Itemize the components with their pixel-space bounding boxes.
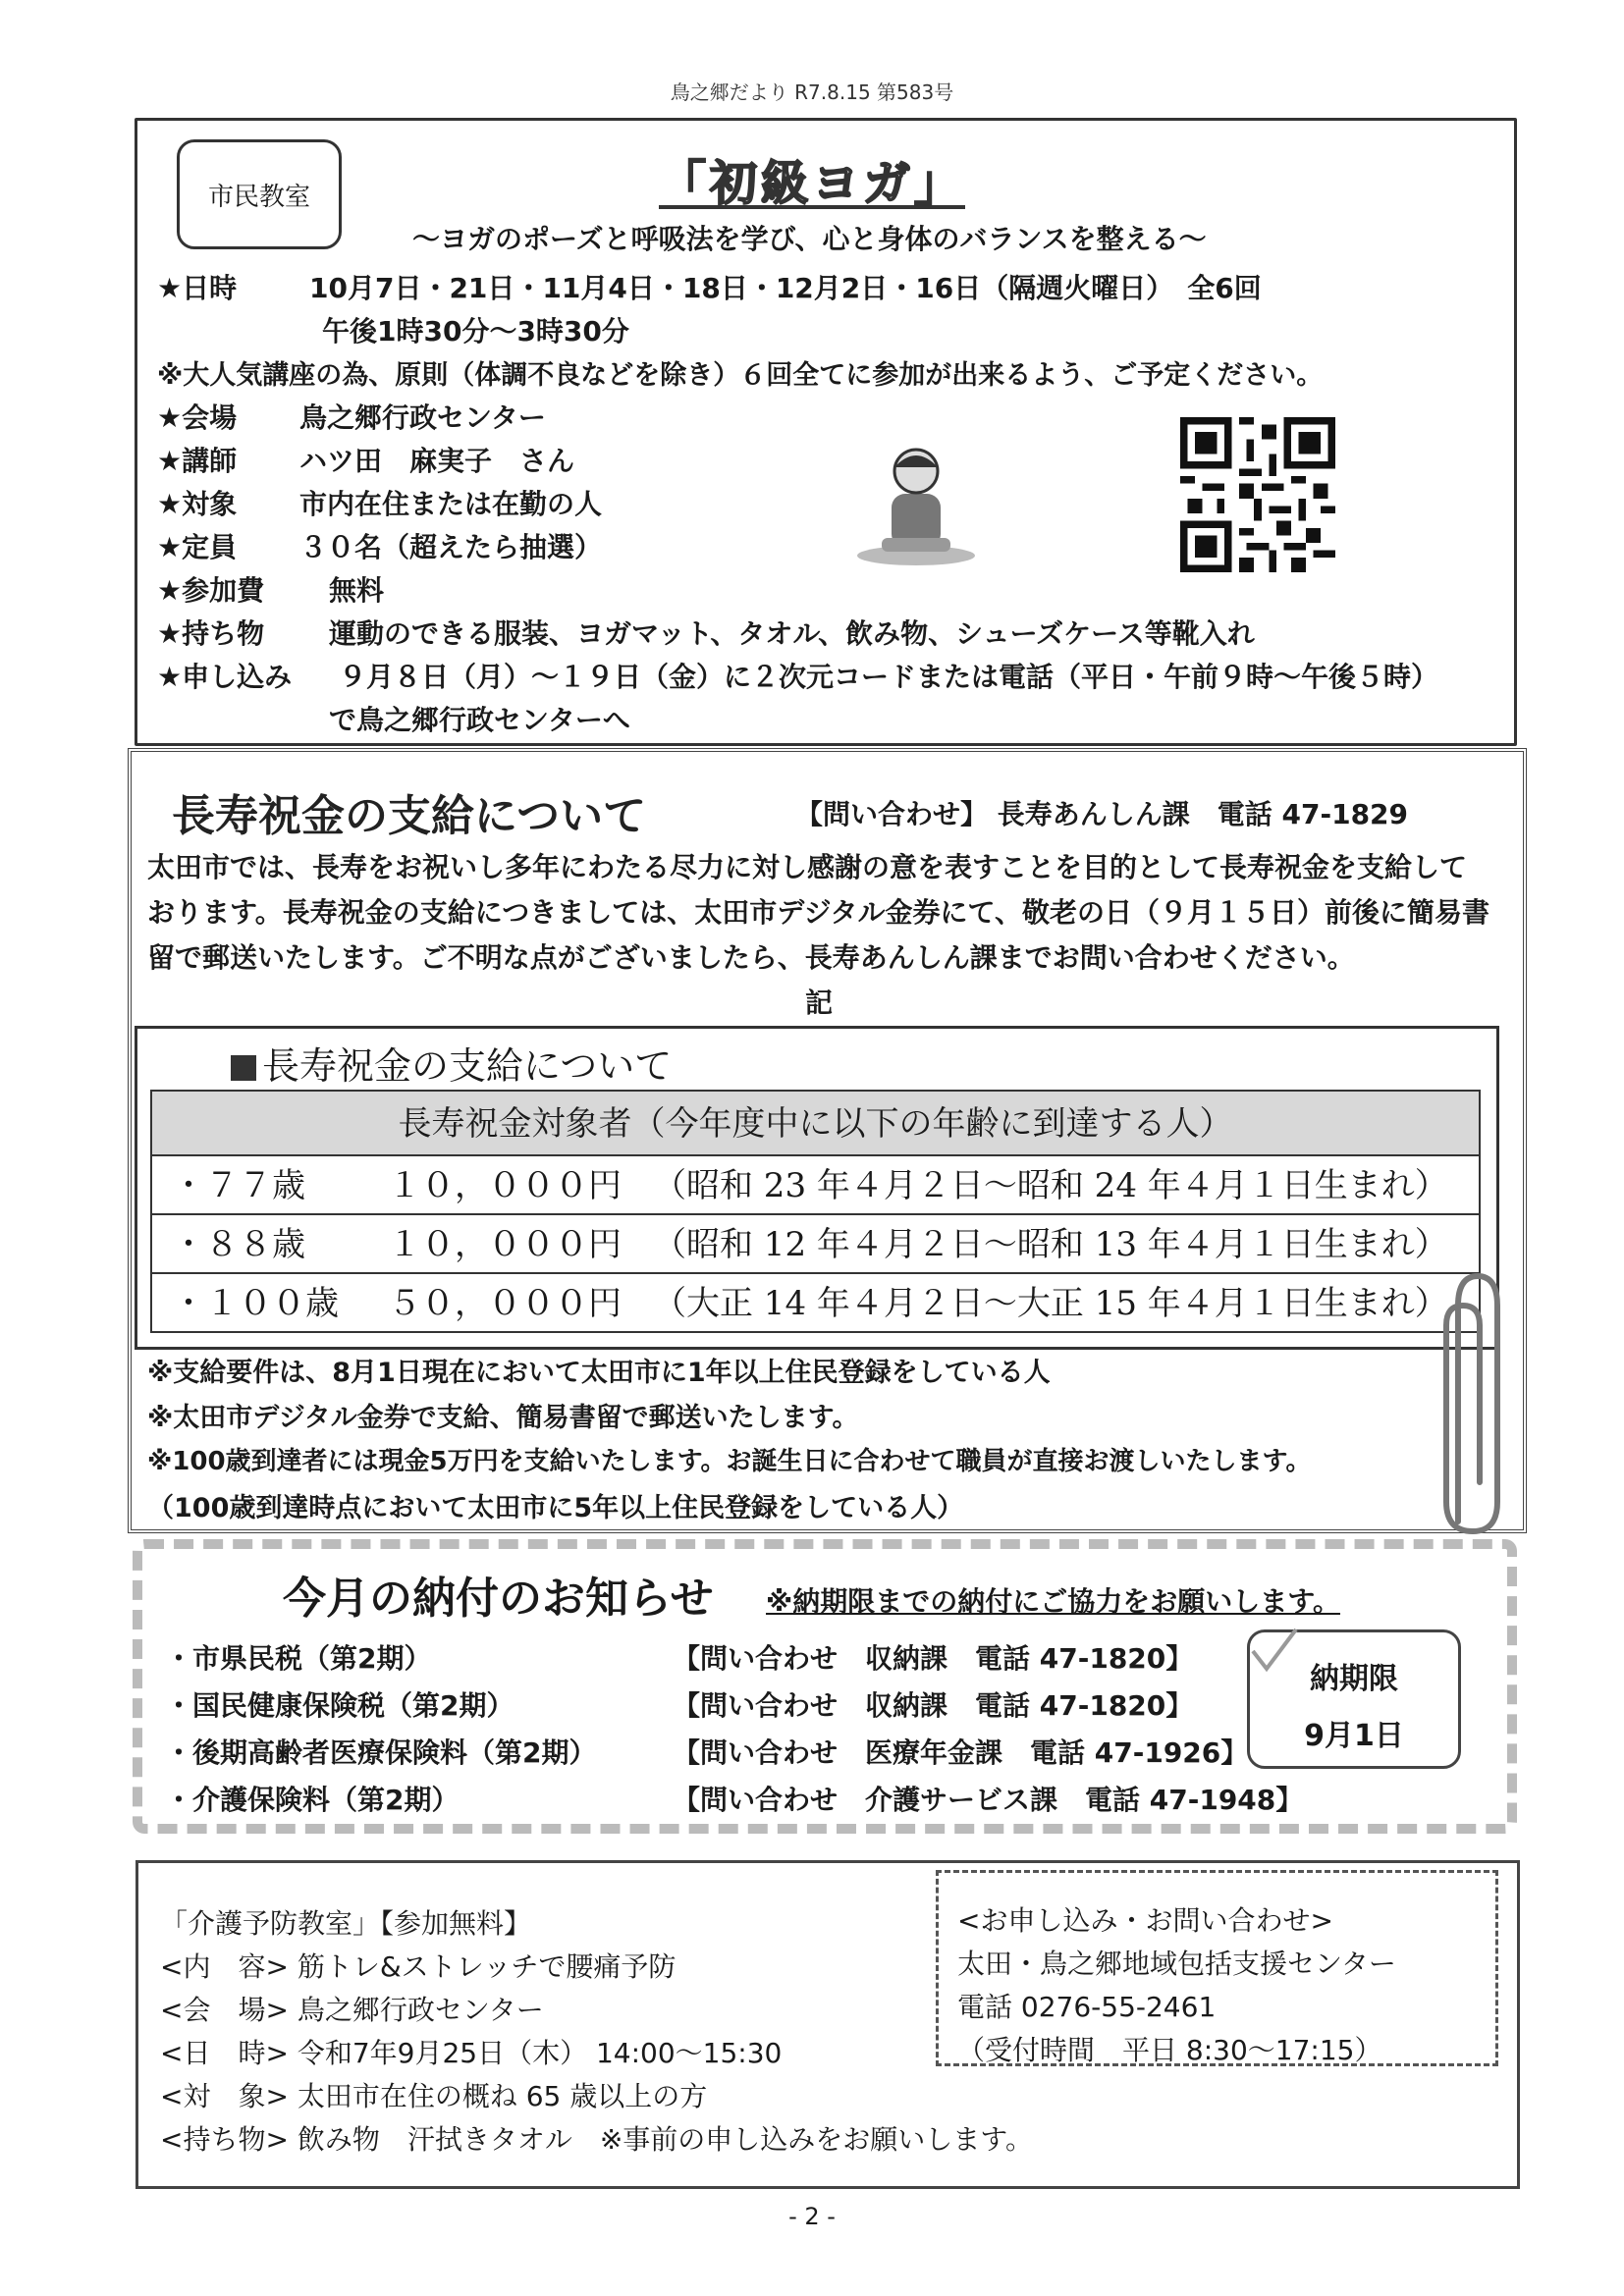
items-label: ★持ち物: [157, 617, 265, 650]
apply-label: ★申し込み: [157, 661, 293, 693]
apply-value: ９月８日（月）～１９日（金）に２次元コードまたは電話（平日・午前９時～午後５時）: [339, 661, 1439, 693]
attendance-note: ※大人気講座の為、原則（体調不良などを除き）６回全てに参加が出来るよう、ご予定ください。: [157, 360, 1324, 391]
class-tag: 市民教室: [177, 139, 342, 249]
longevity-body-2: おります。長寿祝金の支給につきましては、太田市デジタル金券にて、敬老の日（９月１５日）前後に簡易書: [147, 896, 1489, 929]
checkmark-icon: [1245, 1622, 1304, 1681]
care-line: <会 場> 鳥之郷行政センター: [160, 1994, 544, 2026]
venue-value: 鳥之郷行政センター: [299, 401, 546, 434]
venue-label: ★会場: [157, 401, 238, 434]
row-age: ・８８歳: [172, 1225, 305, 1264]
care-line: <対 象> 太田市在住の概ね 65 歳以上の方: [160, 2080, 708, 2112]
longevity-note-3: ※100歳到達者には現金5万円を支給いたします。お誕生日に合わせて職員が直接お渡しいたします。: [147, 1447, 1312, 1476]
yoga-person-icon: [852, 440, 980, 567]
row-age: ・７７歳: [172, 1166, 305, 1205]
payment-contact: 【問い合わせ 収納課 電話 47-1820】: [673, 1689, 1194, 1722]
fee-value: 無料: [329, 574, 385, 607]
longevity-body-3: 留で郵送いたします。ご不明な点がございましたら、長寿あんしん課までお問い合わせください。: [147, 941, 1355, 974]
care-line: <内 容> 筋トレ&ストレッチで腰痛予防: [160, 1950, 677, 1983]
newsletter-header: 鳥之郷だより R7.8.15 第583号: [670, 80, 954, 104]
target-value: 市内在住または在勤の人: [299, 488, 603, 520]
row-period: （昭和 23 年４月２日～昭和 24 年４月１日生まれ）: [653, 1166, 1448, 1205]
payment-title: 今月の納付のお知らせ: [283, 1574, 714, 1624]
row-amount: １０，０００円: [388, 1225, 622, 1264]
longevity-note-2: ※太田市デジタル金券で支給、簡易書留で郵送いたします。: [147, 1403, 859, 1433]
care-contact-line: （受付時間 平日 8:30～17:15）: [957, 2034, 1382, 2066]
row-amount: １０，０００円: [388, 1166, 622, 1205]
care-title: 「介護予防教室」【参加無料】: [160, 1907, 532, 1940]
care-contact-line: 太田・鳥之郷地域包括支援センター: [957, 1948, 1396, 1980]
care-line: <持ち物> 飲み物 汗拭きタオル ※事前の申し込みをお願いします。: [160, 2123, 1034, 2156]
payment-contact: 【問い合わせ 収納課 電話 47-1820】: [673, 1642, 1194, 1675]
paperclip-icon: [1429, 1266, 1507, 1541]
longevity-title: 長寿祝金の支給について: [172, 791, 647, 841]
longevity-note-4: （100歳到達時点において太田市に5年以上住民登録をしている人）: [147, 1493, 964, 1523]
care-contact-line: 電話 0276-55-2461: [957, 1991, 1217, 2023]
square-bullet-icon: [231, 1055, 256, 1081]
capacity-value: ３０名（超えたら抽選）: [299, 531, 603, 563]
care-line: <日 時> 令和7年9月25日（木） 14:00～15:30: [160, 2037, 783, 2069]
items-value: 運動のできる服装、ヨガマット、タオル、飲み物、シューズケース等靴入れ: [329, 617, 1255, 650]
instructor-label: ★講師: [157, 445, 238, 477]
row-period: （大正 14 年４月２日～大正 15 年４月１日生まれ）: [653, 1284, 1448, 1323]
payment-item: ・後期高齢者医療保険料（第2期）: [165, 1736, 597, 1769]
payment-item: ・介護保険料（第2期）: [165, 1784, 460, 1816]
deadline-label: 納期限: [1310, 1662, 1398, 1696]
payment-contact: 【問い合わせ 介護サービス課 電話 47-1948】: [673, 1784, 1304, 1816]
fee-label: ★参加費: [157, 574, 265, 607]
table-row: [152, 1215, 1479, 1274]
time-value: 午後1時30分～3時30分: [322, 315, 629, 347]
payment-note: ※納期限までの納付にご協力をお願いします。: [766, 1585, 1340, 1618]
longevity-detail-title: 長寿祝金の支給について: [231, 1036, 672, 1090]
longevity-body-1: 太田市では、長寿をお祝いし多年にわたる尽力に対し感謝の意を表すことを目的として長寿祝金を支給して: [147, 851, 1468, 883]
date-label: ★日時: [157, 272, 238, 304]
yoga-subtitle: ～ヨガのポーズと呼吸法を学び、心と身体のバランスを整える～: [412, 223, 1207, 255]
capacity-label: ★定員: [157, 531, 238, 563]
table-row: [152, 1156, 1479, 1215]
qr-code-icon: [1180, 417, 1335, 572]
instructor-value: ハツ田 麻実子 さん: [299, 445, 575, 477]
longevity-contact: 【問い合わせ】 長寿あんしん課 電話 47-1829: [795, 798, 1409, 830]
row-period: （昭和 12 年４月２日～昭和 13 年４月１日生まれ）: [653, 1225, 1448, 1264]
care-contact-title: <お申し込み・お問い合わせ>: [957, 1904, 1333, 1937]
target-label: ★対象: [157, 488, 238, 520]
date-value: 10月7日・21日・11月4日・18日・12月2日・16日（隔週火曜日） 全6回: [309, 272, 1262, 304]
longevity-table: [150, 1090, 1481, 1333]
payment-contact: 【問い合わせ 医療年金課 電話 47-1926】: [673, 1736, 1249, 1769]
deadline-value: 9月1日: [1304, 1719, 1404, 1753]
longevity-note-1: ※支給要件は、8月1日現在において太田市に1年以上住民登録をしている人: [147, 1358, 1051, 1388]
table-header: 長寿祝金対象者（今年度中に以下の年齢に到達する人）: [152, 1092, 1479, 1156]
ki-mark: 記: [805, 987, 834, 1019]
yoga-title: 「初級ヨガ」: [658, 156, 965, 211]
apply-value-2: で鳥之郷行政センターへ: [329, 704, 630, 736]
payment-item: ・市県民税（第2期）: [165, 1642, 432, 1675]
payment-item: ・国民健康保険税（第2期）: [165, 1689, 514, 1722]
page-number: - 2 -: [788, 2203, 836, 2230]
row-age: ・１００歳: [172, 1284, 339, 1323]
table-row: [152, 1274, 1479, 1333]
row-amount: ５０，０００円: [388, 1284, 622, 1323]
